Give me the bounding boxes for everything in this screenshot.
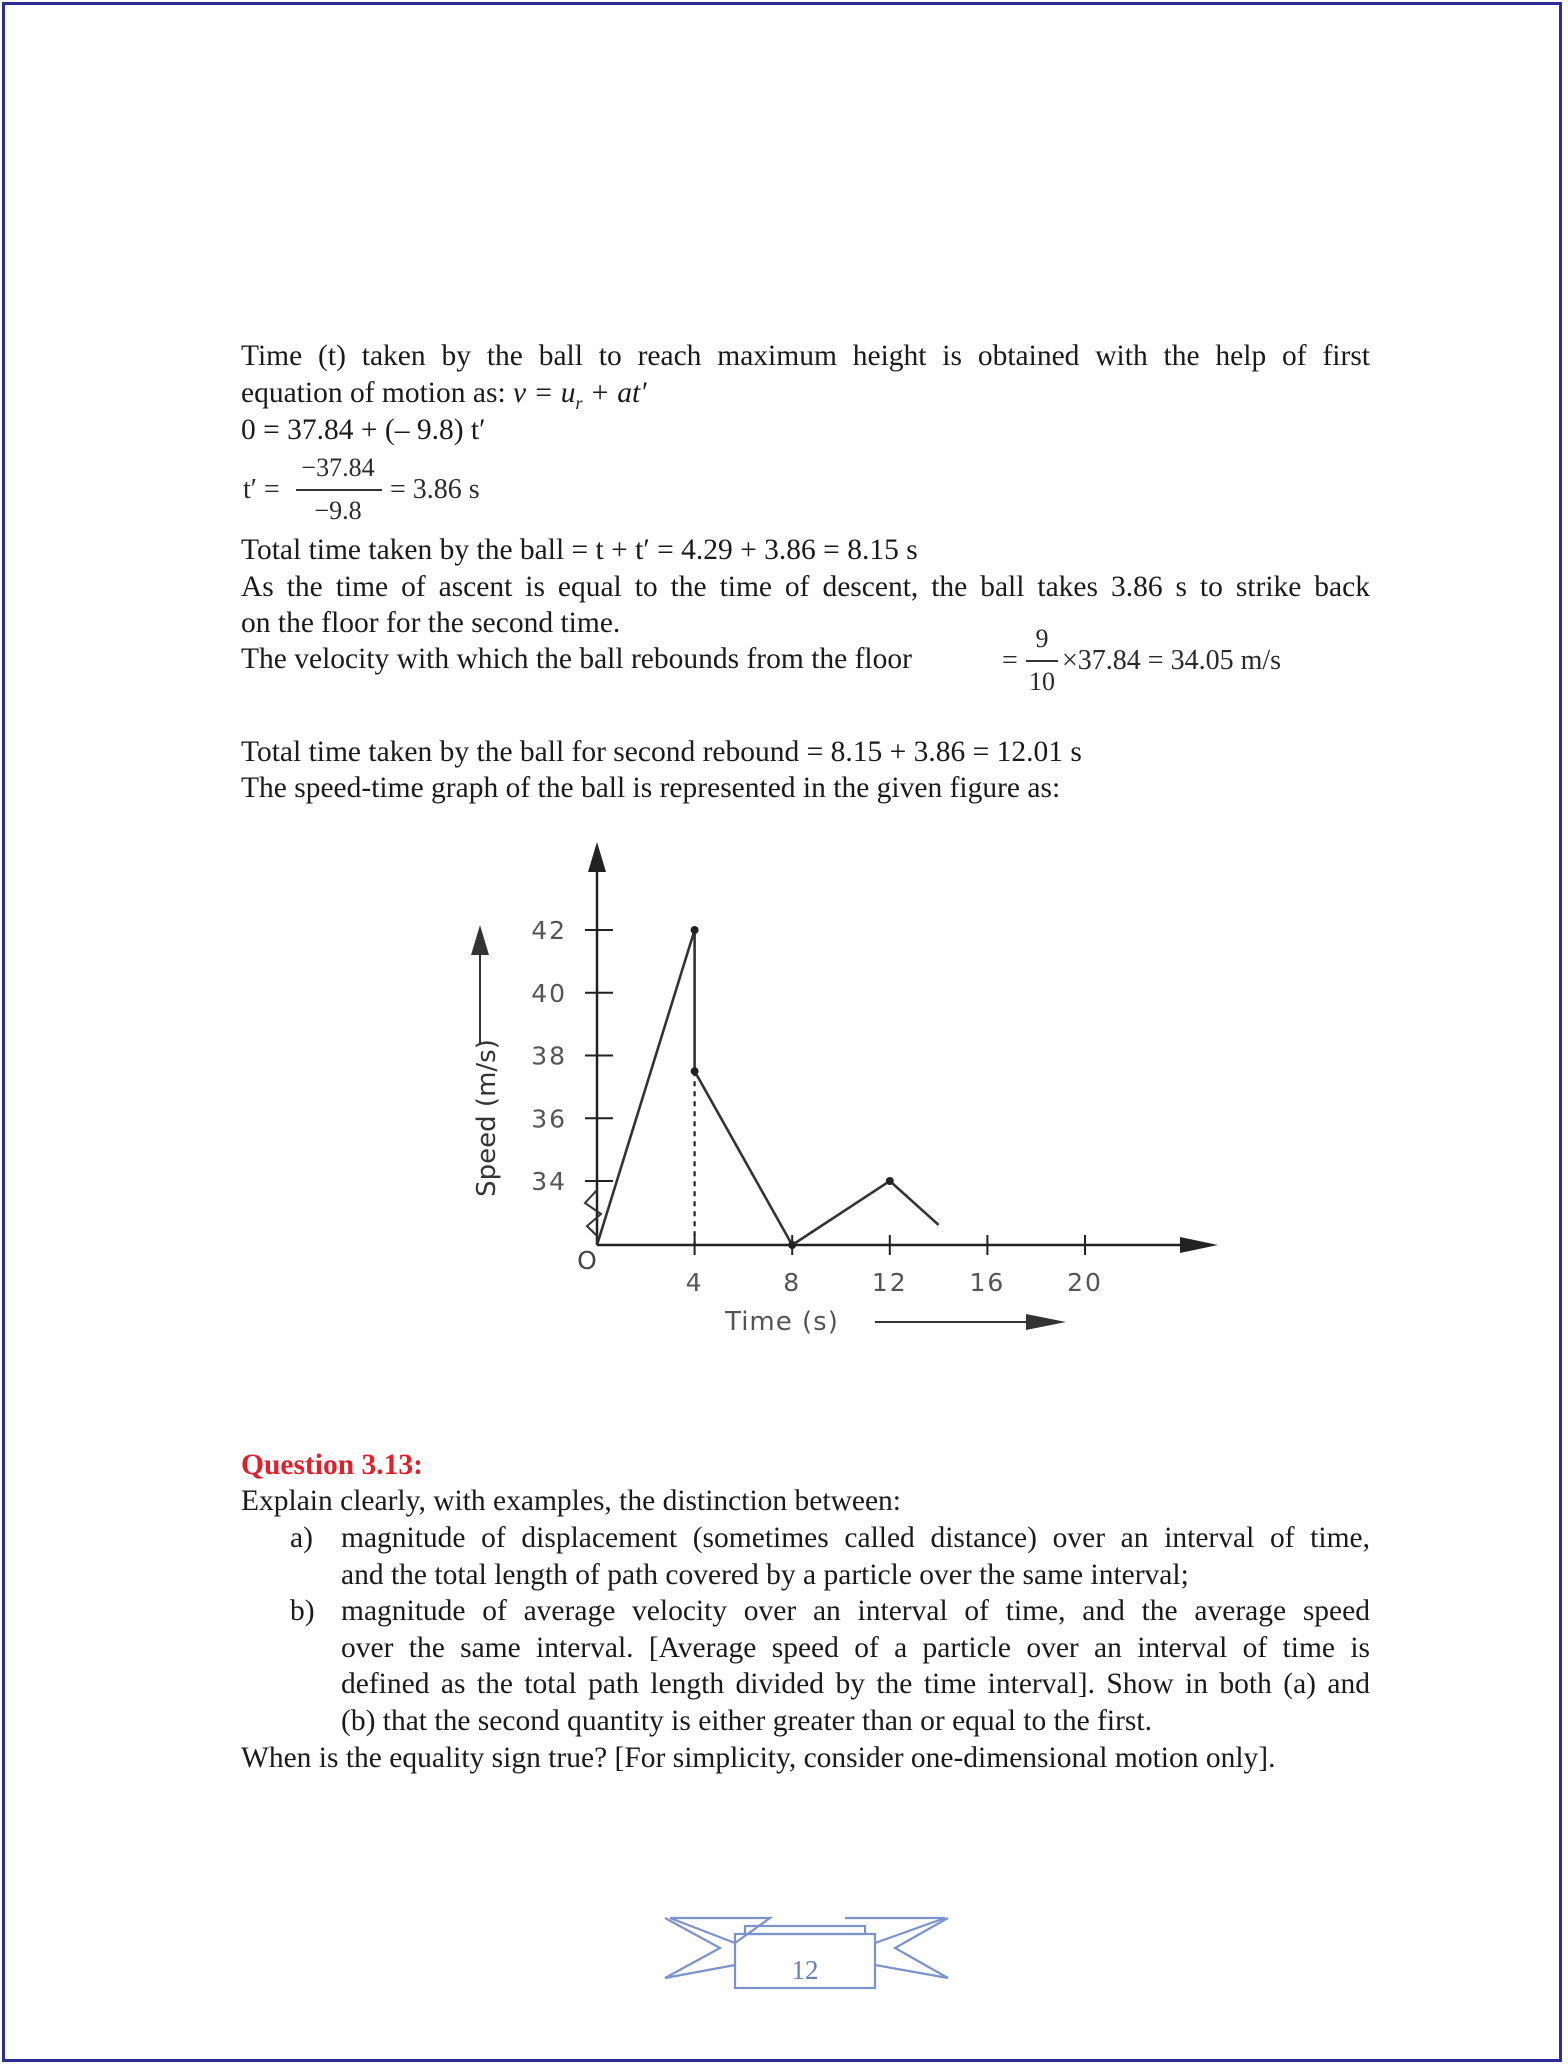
solution-line-3: 0 = 37.84 + (– 9.8) t′ — [241, 414, 486, 446]
subscript-r: r — [575, 392, 583, 413]
t-prime-numerator: −37.84 — [301, 453, 375, 482]
v-equals-u: v = u — [513, 377, 576, 409]
x-tick-label-16: 16 — [969, 1268, 1006, 1297]
rebound-equals: = — [1002, 645, 1018, 676]
solution-line-8: The velocity with which the ball rebounds from the floor — [241, 643, 912, 675]
item-a-line-1: magnitude of displacement (sometimes called distance) over an interval of time, — [341, 1522, 1370, 1554]
rebound-rhs: ×37.84 = 34.05 m/s — [1062, 645, 1282, 676]
t-prime-rhs: = 3.86 s — [390, 474, 480, 505]
origin-label: O — [577, 1246, 597, 1275]
y-axis-title: Speed (m/s) — [472, 1039, 502, 1197]
x-tick-label-12: 12 — [871, 1268, 908, 1297]
x-tick-label-4: 4 — [685, 1268, 704, 1297]
solution-line-5: Total time taken by the ball = t + t′ = 4.29 + 3.86 = 8.15 s — [241, 534, 918, 566]
equation-of-motion-label: equation of motion as: — [241, 377, 514, 409]
item-b-line-1: magnitude of average velocity over an interval of time, and the average speed — [341, 1595, 1370, 1627]
page-number: 12 — [791, 1955, 819, 1985]
item-a-label: a) — [290, 1522, 313, 1554]
y-tick-label-34: 34 — [531, 1167, 567, 1196]
solution-line-10: The speed-time graph of the ball is represented in the given figure as: — [241, 772, 1061, 804]
t-prime-denominator: −9.8 — [314, 496, 362, 525]
t-prime-fraction-bar — [296, 489, 382, 491]
question-title: Question 3.13: — [241, 1449, 423, 1481]
rebound-denominator: 10 — [1029, 667, 1055, 696]
solution-line-6: As the time of ascent is equal to the time of descent, the ball takes 3.86 s to strike back — [241, 571, 1370, 603]
y-tick-label-40: 40 — [531, 978, 567, 1008]
y-tick-label-38: 38 — [531, 1041, 567, 1071]
x-tick-label-20: 20 — [1067, 1268, 1103, 1297]
y-tick-label-36: 36 — [531, 1104, 567, 1134]
x-tick-label-8: 8 — [783, 1268, 802, 1297]
solution-line-7: on the floor for the second time. — [241, 607, 621, 639]
rebound-numerator: 9 — [1035, 624, 1049, 653]
item-b-line-4: (b) that the second quantity is either greater than or equal to the first. — [341, 1705, 1152, 1737]
solution-line-1: Time (t) taken by the ball to reach maximum height is obtained with the help of first — [241, 340, 1370, 372]
rebound-fraction-bar — [1026, 660, 1058, 662]
y-tick-label-42: 42 — [531, 916, 567, 945]
item-b-line-3: defined as the total path length divided by the time interval]. Show in both (a) and — [341, 1668, 1370, 1700]
x-axis-title: Time (s) — [725, 1307, 839, 1337]
item-a-line-2: and the total length of path covered by a particle over the same interval; — [341, 1559, 1189, 1591]
t-prime-lhs: t′ = — [243, 474, 280, 505]
plus-at-prime: + at′ — [582, 377, 647, 409]
question-closing: When is the equality sign true? [For simplicity, consider one-dimensional motion only]. — [241, 1742, 1276, 1774]
question-intro: Explain clearly, with examples, the distinction between: — [241, 1485, 902, 1517]
item-b-line-2: over the same interval. [Average speed of a particle over an interval of time is — [341, 1632, 1370, 1664]
solution-line-9: Total time taken by the ball for second rebound = 8.15 + 3.86 = 12.01 s — [241, 736, 1082, 768]
item-b-label: b) — [290, 1595, 315, 1627]
